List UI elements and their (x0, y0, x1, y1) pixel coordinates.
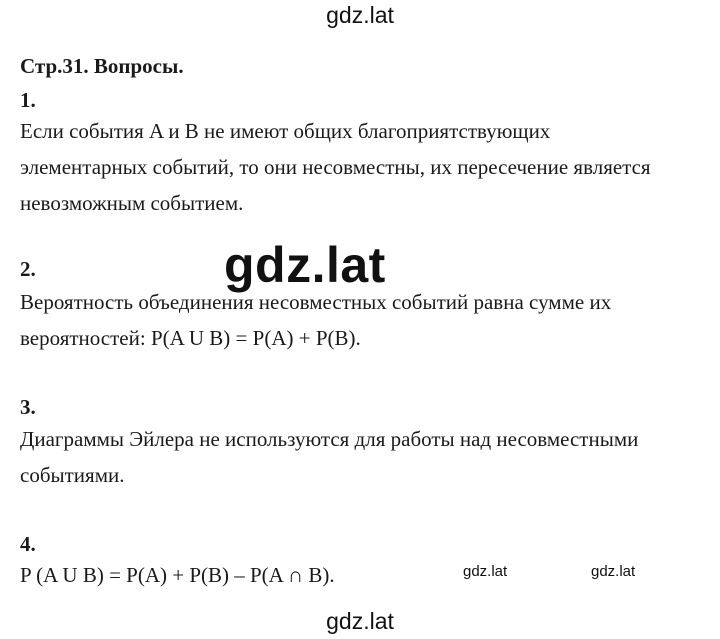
answer-line: невозможным событием. (20, 191, 244, 215)
question-2-number: 2. (20, 257, 36, 281)
answer-line: элементарных событий, то они несовместны, их пересечение является (20, 155, 651, 179)
question-3-answer (20, 421, 710, 493)
question-2-answer (20, 284, 710, 356)
watermark-small-left: gdz.lat (463, 563, 508, 580)
question-1-answer (20, 113, 710, 221)
watermark-small-right: gdz.lat (591, 563, 636, 580)
answer-line: вероятностей: P(A U B) = P(A) + P(B). (20, 326, 361, 350)
page-heading: Стр.31. Вопросы. (20, 54, 184, 78)
question-1-number: 1. (20, 88, 36, 112)
watermark-bottom: gdz.lat (326, 608, 394, 634)
answer-line: P (A U B) = P(A) + P(B) – P(A ∩ B). (20, 563, 335, 587)
answer-line: Диаграммы Эйлера не используются для работы над несовместными (20, 427, 639, 451)
answer-line: событиями. (20, 463, 125, 487)
watermark-center: gdz.lat (224, 237, 386, 293)
question-3-number: 3. (20, 395, 36, 419)
answer-line: Если события A и B не имеют общих благоприятствующих (20, 119, 551, 143)
question-4-number: 4. (20, 532, 36, 556)
watermark-top: gdz.lat (326, 2, 394, 28)
answer-line: Вероятность объединения несовместных событий равна сумме их (20, 290, 612, 314)
